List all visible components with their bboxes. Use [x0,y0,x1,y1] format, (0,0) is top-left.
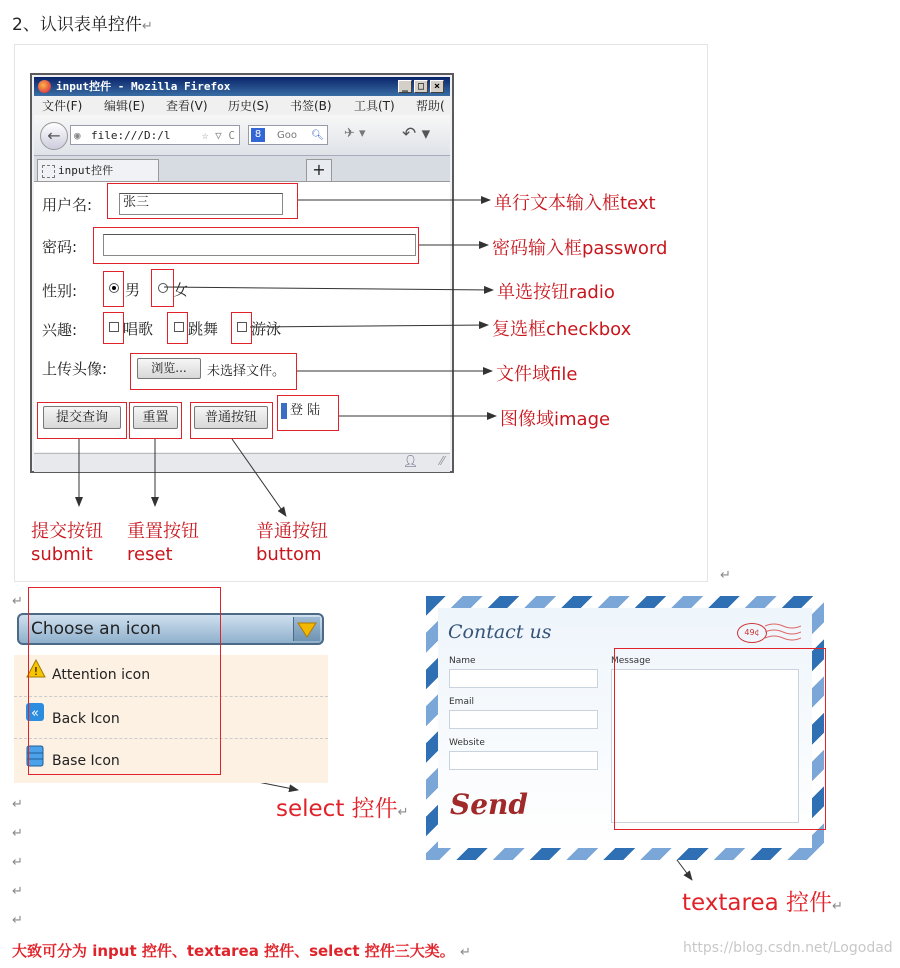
triangle-down-icon [294,617,320,641]
menu-help[interactable]: 帮助( [416,99,445,113]
watermark: https://blog.csdn.net/Logodad [683,940,893,956]
close-icon[interactable]: × [430,80,444,93]
website-input[interactable] [449,751,598,770]
annotation-file: 文件域file [496,364,578,385]
home-undo-icon[interactable]: ↶ ▾ [402,124,431,144]
select-caption [276,790,409,823]
email-input[interactable] [449,710,598,729]
stamp-icon: 49¢ [737,623,767,643]
option-label: Base Icon [52,753,120,769]
textarea-caption-text: textarea 控件 [682,890,832,916]
tab-input[interactable] [37,159,159,181]
resize-grip-icon[interactable]: ⁄⁄ [439,454,444,468]
send-button[interactable]: Send [450,788,528,821]
annotation-password: 密码输入框password [492,238,668,259]
url-bar[interactable] [70,125,240,145]
no-file-text: 未选择文件。 [207,364,286,379]
highlight-image-button [277,395,339,431]
window-titlebar [34,77,450,96]
highlight-text-input [107,183,298,219]
summary-text [12,940,471,961]
globe-icon: ◉ [74,129,81,142]
menu-bookmarks[interactable]: 书签(B) [290,99,332,113]
return-mark: ↵ [12,884,23,899]
browse-button[interactable]: 浏览... [137,358,201,379]
password-label: 密码: [42,238,78,256]
highlight-checkbox-sing [103,312,124,344]
back-arrow-icon[interactable]: ← [40,122,68,150]
menu-file[interactable]: 文件(F) [42,99,83,113]
select-caption-text: select 控件 [276,796,398,822]
username-label: 用户名: [42,196,93,214]
minimize-icon[interactable]: _ [398,80,412,93]
svg-text:«: « [31,706,39,721]
avatar-label: 上传头像: [42,360,108,378]
tab-label: input控件 [58,164,114,177]
highlight-normal-button [190,402,273,439]
annotation-submit-cn: 提交按钮 [31,521,103,542]
svg-text:!: ! [33,665,39,678]
annotation-radio: 单选按钮radio [497,282,615,303]
return-mark: ↵ [460,945,471,960]
select-placeholder: Choose an icon [31,619,162,639]
highlight-reset-button [129,402,182,439]
highlight-password-input [93,227,419,264]
highlight-radio-male [103,271,124,307]
textarea-caption [682,884,843,917]
name-label: Name [449,656,476,666]
star-reload-icon[interactable]: ☆ ▽ C [201,129,235,142]
firefox-icon [38,80,51,93]
annotation-image: 图像域image [500,409,611,430]
reset-button[interactable]: 重置 [133,406,178,429]
google-icon: 8 [251,128,265,142]
checkbox-sing-label: 唱歌 [123,320,154,338]
window-title: input控件 - Mozilla Firefox [56,80,231,93]
menu-view[interactable]: 查看(V) [166,99,208,113]
magnifier-icon[interactable]: 🔍︎ [311,130,324,141]
highlight-textarea [614,648,826,830]
highlight-file-input [130,353,297,390]
annotation-checkbox: 复选框checkbox [492,319,632,340]
radio-female-label: 女 [173,281,189,299]
email-label: Email [449,697,474,707]
radio-male-label: 男 [125,281,141,299]
return-mark: ↵ [12,913,23,928]
name-input[interactable] [449,669,598,688]
annotation-submit-en: submit [31,544,93,565]
status-bar [34,453,450,472]
summary-text-content: 大致可分为 input 控件、textarea 控件、select 控件三大类。 [12,942,455,960]
hobby-label: 兴趣: [42,321,78,339]
contact-title: Contact us [448,621,552,643]
submit-button[interactable]: 提交查询 [43,406,121,429]
highlight-select [28,587,221,775]
normal-button[interactable]: 普通按钮 [194,406,268,429]
highlight-checkbox-swim [231,312,252,344]
section-heading: 2、认识表单控件↵ [12,15,153,35]
navigation-bar [34,115,450,156]
return-mark: ↵ [832,899,843,914]
annotation-reset-en: reset [127,544,173,565]
annotation-reset-cn: 重置按钮 [127,521,199,542]
user-icon: 👤︎ [402,454,418,468]
return-mark: ↵ [720,568,731,583]
highlight-checkbox-dance [167,312,188,344]
search-box[interactable] [248,125,328,145]
return-mark: ↵ [397,805,409,820]
return-mark: ↵ [12,797,23,812]
message-label: Message [611,656,651,666]
return-mark: ↵ [12,855,23,870]
option-label: Back Icon [52,711,120,727]
checkbox-swim-label: 游泳 [251,320,282,338]
new-tab-button[interactable]: + [306,159,332,181]
tab-strip [34,156,450,182]
menu-history[interactable]: 历史(S) [228,99,269,113]
checkbox-dance-label: 跳舞 [188,320,219,338]
menu-tools[interactable]: 工具(T) [354,99,395,113]
annotation-button-en: buttom [256,544,322,565]
menu-bar [34,97,450,115]
annotation-text: 单行文本输入框text [494,193,656,214]
menu-edit[interactable]: 编辑(E) [104,99,145,113]
addon-icon[interactable]: ✈ ▾ [344,126,366,141]
website-label: Website [449,738,485,748]
search-placeholder: Goo [277,130,297,141]
highlight-radio-female [151,269,174,307]
highlight-submit-button [37,402,127,439]
return-mark: ↵ [12,594,23,609]
username-value: 张三 [123,195,150,210]
page-icon [42,165,55,178]
option-label: Attention icon [52,667,151,683]
annotation-button-cn: 普通按钮 [256,521,328,542]
url-text: file:///D:/l [91,129,171,142]
image-login-label: 登 陆 [290,403,321,418]
dropdown-button[interactable] [293,617,320,641]
postmark-lines-icon [765,622,801,642]
return-mark: ↵ [12,826,23,841]
gender-label: 性别: [42,282,78,300]
maximize-icon[interactable]: □ [414,80,428,93]
